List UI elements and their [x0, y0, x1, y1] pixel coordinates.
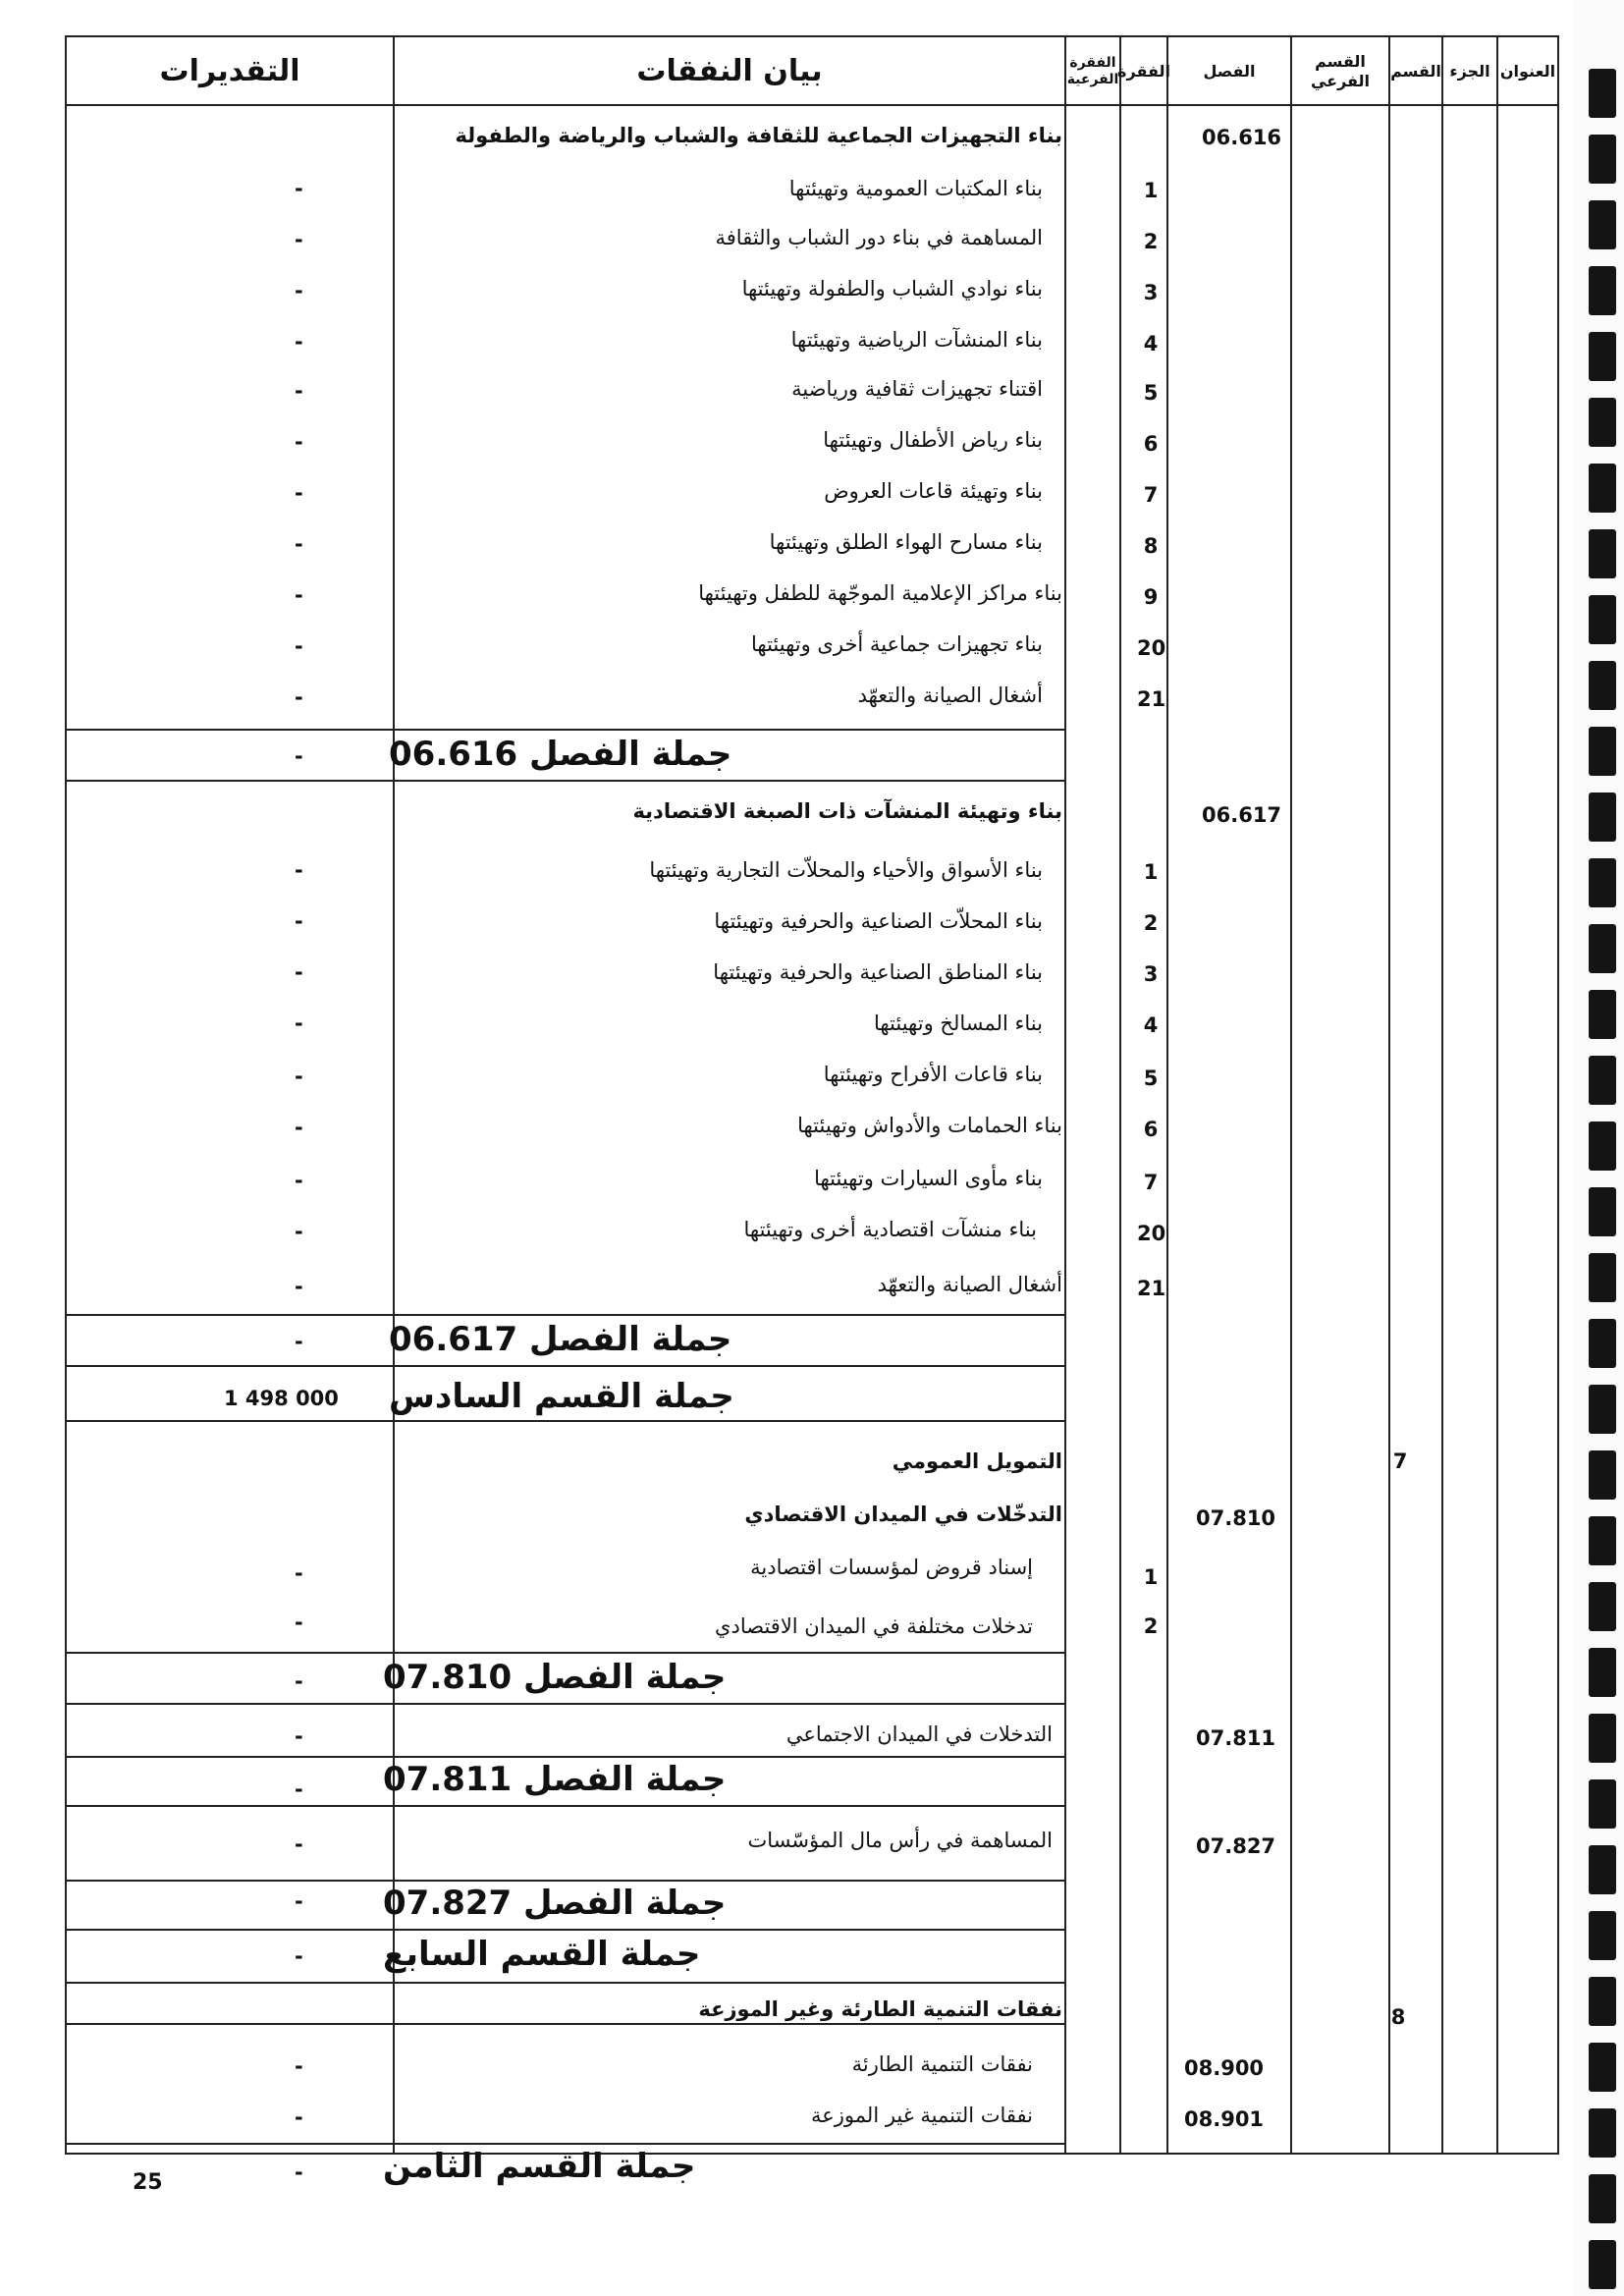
estimate-value: -: [295, 2105, 303, 2129]
column-divider: [1119, 37, 1121, 2153]
chapter-total: جملة الفصل 07.827: [383, 1884, 727, 1923]
chapter-code: 06.617: [1202, 803, 1282, 827]
chapter-heading: بناء التجهيزات الجماعية للثقافة والشباب والرياضة والطفولة: [455, 124, 1062, 147]
line-item: أشغال الصيانة والتعهّد: [857, 683, 1043, 707]
binding-hole: [1589, 2174, 1616, 2223]
article-number: 5: [1143, 381, 1159, 405]
estimate-value: -: [295, 228, 303, 251]
article-number: 9: [1143, 585, 1159, 609]
line-item: بناء رياض الأطفال وتهيئتها: [823, 428, 1043, 452]
chapter-heading: بناء وتهيئة المنشآت ذات الصبغة الاقتصادية: [632, 799, 1062, 823]
estimate-value: -: [295, 744, 303, 768]
total-rule: [67, 1805, 1064, 1807]
line-item: بناء تجهيزات جماعية أخرى وتهيئتها: [750, 632, 1043, 656]
header-subarticle: الفقرة الفرعية: [1066, 54, 1119, 87]
binding-hole: [1589, 2240, 1616, 2289]
column-divider: [1166, 37, 1168, 2153]
chapter-code: 08.900: [1184, 2056, 1265, 2080]
column-divider: [1496, 37, 1498, 2153]
total-rule: [67, 2023, 1064, 2025]
line-item: اقتناء تجهيزات ثقافية ورياضية: [791, 377, 1043, 401]
estimate-value: -: [295, 1561, 303, 1585]
binding-hole: [1589, 200, 1616, 249]
estimate-value: -: [295, 1169, 303, 1192]
estimate-value: -: [295, 909, 303, 933]
total-rule: [67, 780, 1064, 782]
binding-hole: [1589, 2043, 1616, 2092]
estimate-value: -: [295, 583, 303, 607]
article-number: 2: [1143, 1614, 1159, 1638]
chapter-total: جملة الفصل 07.810: [383, 1658, 727, 1697]
estimate-value: -: [295, 1116, 303, 1139]
line-item: نفقات التنمية الطارئة: [851, 2052, 1033, 2076]
total-rule: [67, 2143, 1064, 2145]
article-number: 3: [1143, 962, 1159, 986]
binding-hole: [1589, 1648, 1616, 1697]
page-number: 25: [133, 2170, 163, 2195]
article-number: 4: [1143, 332, 1159, 355]
article-number: 8: [1143, 534, 1159, 558]
estimate-value: -: [295, 2160, 303, 2184]
article-number: 6: [1143, 432, 1159, 456]
estimate-value: -: [295, 430, 303, 454]
binding-hole: [1589, 1582, 1616, 1631]
line-item: بناء مراكز الإعلامية الموجّهة للطفل وتهيئتها: [698, 581, 1062, 605]
binding-hole: [1589, 1056, 1616, 1105]
line-item: بناء نوادي الشباب والطفولة وتهيئتها: [741, 277, 1043, 301]
chapter-code: 07.810: [1196, 1506, 1276, 1530]
line-item: بناء مسارح الهواء الطلق وتهيئتها: [769, 530, 1043, 554]
line-item: بناء مأوى السيارات وتهيئتها: [814, 1167, 1043, 1190]
article-number: 1: [1143, 860, 1159, 884]
chapter-code: 07.827: [1196, 1834, 1276, 1858]
line-item: المساهمة في رأس مال المؤسّسات: [747, 1829, 1053, 1852]
line-item: أشغال الصيانة والتعهّد: [877, 1273, 1062, 1296]
estimate-value: -: [295, 1944, 303, 1968]
estimate-value: -: [295, 685, 303, 709]
header-article: الفقرة: [1117, 62, 1170, 81]
estimate-value: -: [295, 481, 303, 505]
article-number: 1: [1143, 1565, 1159, 1589]
spiral-binding: [1573, 0, 1624, 2296]
binding-hole: [1589, 595, 1616, 644]
line-item: نفقات التنمية غير الموزعة: [811, 2104, 1033, 2127]
total-rule: [67, 1756, 1064, 1758]
header-chapter: الفصل: [1203, 62, 1256, 81]
line-item: التدخلات في الميدان الاجتماعي: [785, 1722, 1053, 1746]
binding-hole: [1589, 1385, 1616, 1434]
estimate-value: -: [295, 379, 303, 403]
binding-hole: [1589, 727, 1616, 776]
article-number: 3: [1143, 281, 1159, 304]
section-number: 7: [1392, 1449, 1408, 1473]
binding-hole: [1589, 1977, 1616, 2026]
total-rule: [67, 1314, 1064, 1316]
line-item: بناء الحمامات والأدواش وتهيئتها: [797, 1114, 1062, 1137]
estimate-value: -: [295, 858, 303, 882]
header-section: القسم: [1390, 62, 1441, 81]
binding-hole: [1589, 1516, 1616, 1565]
article-number: 6: [1143, 1118, 1159, 1141]
binding-hole: [1589, 464, 1616, 513]
estimate-value: -: [295, 1724, 303, 1748]
section-heading: التمويل العمومي: [892, 1449, 1062, 1473]
binding-hole: [1589, 1319, 1616, 1368]
line-item: بناء المنشآت الرياضية وتهيئتها: [790, 328, 1043, 352]
binding-hole: [1589, 135, 1616, 184]
estimate-value: -: [295, 2054, 303, 2078]
estimate-value: -: [295, 532, 303, 556]
binding-hole: [1589, 1253, 1616, 1302]
total-rule: [67, 1703, 1064, 1705]
chapter-total: جملة الفصل 06.617: [389, 1320, 732, 1359]
total-rule: [67, 1420, 1064, 1422]
line-item: بناء وتهيئة قاعات العروض: [824, 479, 1043, 503]
line-item: بناء المحلاّت الصناعية والحرفية وتهيئتها: [714, 909, 1043, 933]
binding-hole: [1589, 924, 1616, 973]
section-estimate: 1 498 000: [224, 1387, 339, 1410]
column-divider: [1441, 37, 1443, 2153]
section-total: جملة القسم السادس: [389, 1377, 734, 1416]
estimate-value: -: [295, 1011, 303, 1035]
line-item: إسناد قروض لمؤسسات اقتصادية: [750, 1556, 1033, 1579]
column-divider: [1064, 37, 1066, 2153]
article-number: 4: [1143, 1013, 1159, 1037]
binding-hole: [1589, 1121, 1616, 1171]
binding-hole: [1589, 529, 1616, 578]
binding-hole: [1589, 1714, 1616, 1763]
estimate-value: -: [295, 1777, 303, 1801]
total-rule: [67, 1652, 1064, 1654]
estimate-value: -: [295, 177, 303, 200]
article-number: 7: [1143, 483, 1159, 507]
section-heading: نفقات التنمية الطارئة وغير الموزعة: [698, 1997, 1062, 2021]
estimate-value: -: [295, 1669, 303, 1693]
header-estimates: التقديرات: [159, 54, 300, 89]
binding-hole: [1589, 69, 1616, 118]
estimate-value: -: [295, 1275, 303, 1298]
binding-hole: [1589, 1187, 1616, 1236]
estimate-value: -: [295, 1832, 303, 1856]
binding-hole: [1589, 1779, 1616, 1829]
binding-hole: [1589, 858, 1616, 907]
estimate-value: -: [295, 279, 303, 302]
header-title: العنوان: [1499, 62, 1556, 81]
section-total: جملة القسم السابع: [383, 1935, 701, 1974]
article-number: 2: [1143, 230, 1159, 253]
estimate-value: -: [295, 1065, 303, 1088]
total-rule: [67, 1365, 1064, 1367]
chapter-total: جملة الفصل 06.616: [389, 735, 732, 774]
binding-hole: [1589, 332, 1616, 381]
total-rule: [67, 729, 1064, 731]
estimate-value: -: [295, 1220, 303, 1243]
header-part: الجزء: [1449, 62, 1490, 81]
article-number: 20: [1137, 1222, 1166, 1245]
estimate-value: -: [295, 1889, 303, 1913]
section-total: جملة القسم الثامن: [383, 2147, 696, 2186]
binding-hole: [1589, 793, 1616, 842]
line-item: بناء المكتبات العمومية وتهيئتها: [788, 177, 1043, 200]
column-divider: [1388, 37, 1390, 2153]
header-subsection: القسم الفرعي: [1310, 52, 1371, 90]
line-item: تدخلات مختلفة في الميدان الاقتصادي: [715, 1614, 1033, 1638]
line-item: بناء قاعات الأفراح وتهيئتها: [823, 1063, 1043, 1086]
binding-hole: [1589, 990, 1616, 1039]
binding-hole: [1589, 1845, 1616, 1894]
article-number: 5: [1143, 1066, 1159, 1090]
binding-hole: [1589, 1450, 1616, 1500]
binding-hole: [1589, 266, 1616, 315]
article-number: 7: [1143, 1171, 1159, 1194]
estimate-value: -: [295, 1330, 303, 1353]
binding-hole: [1589, 2108, 1616, 2158]
chapter-code: 06.616: [1202, 126, 1282, 149]
line-item: بناء المناطق الصناعية والحرفية وتهيئتها: [713, 960, 1043, 984]
binding-hole: [1589, 1911, 1616, 1960]
binding-hole: [1589, 398, 1616, 447]
line-item: بناء المسالخ وتهيئتها: [873, 1011, 1043, 1035]
line-item: بناء منشآت اقتصادية أخرى وتهيئتها: [743, 1218, 1037, 1241]
column-divider: [1290, 37, 1292, 2153]
line-item: بناء الأسواق والأحياء والمحلاّت التجارية وتهيئتها: [649, 858, 1043, 882]
estimate-value: -: [295, 330, 303, 354]
line-item: المساهمة في بناء دور الشباب والثقافة: [715, 226, 1043, 249]
chapter-code: 07.811: [1196, 1726, 1276, 1750]
section-number: 8: [1390, 2005, 1406, 2029]
total-rule: [67, 1880, 1064, 1882]
total-rule: [67, 1982, 1064, 1984]
estimate-value: -: [295, 960, 303, 984]
estimate-value: -: [295, 1611, 303, 1634]
article-number: 2: [1143, 911, 1159, 935]
article-number: 20: [1137, 636, 1166, 660]
total-rule: [67, 1929, 1064, 1931]
chapter-heading: التدخّلات في الميدان الاقتصادي: [744, 1503, 1062, 1526]
estimate-value: -: [295, 634, 303, 658]
binding-hole: [1589, 661, 1616, 710]
chapter-total: جملة الفصل 07.811: [383, 1760, 727, 1799]
article-number: 21: [1137, 687, 1166, 711]
article-number: 21: [1137, 1277, 1166, 1300]
chapter-code: 08.901: [1184, 2107, 1265, 2131]
header-description: بيان النفقات: [636, 54, 823, 89]
column-divider: [393, 37, 395, 2153]
article-number: 1: [1143, 179, 1159, 202]
